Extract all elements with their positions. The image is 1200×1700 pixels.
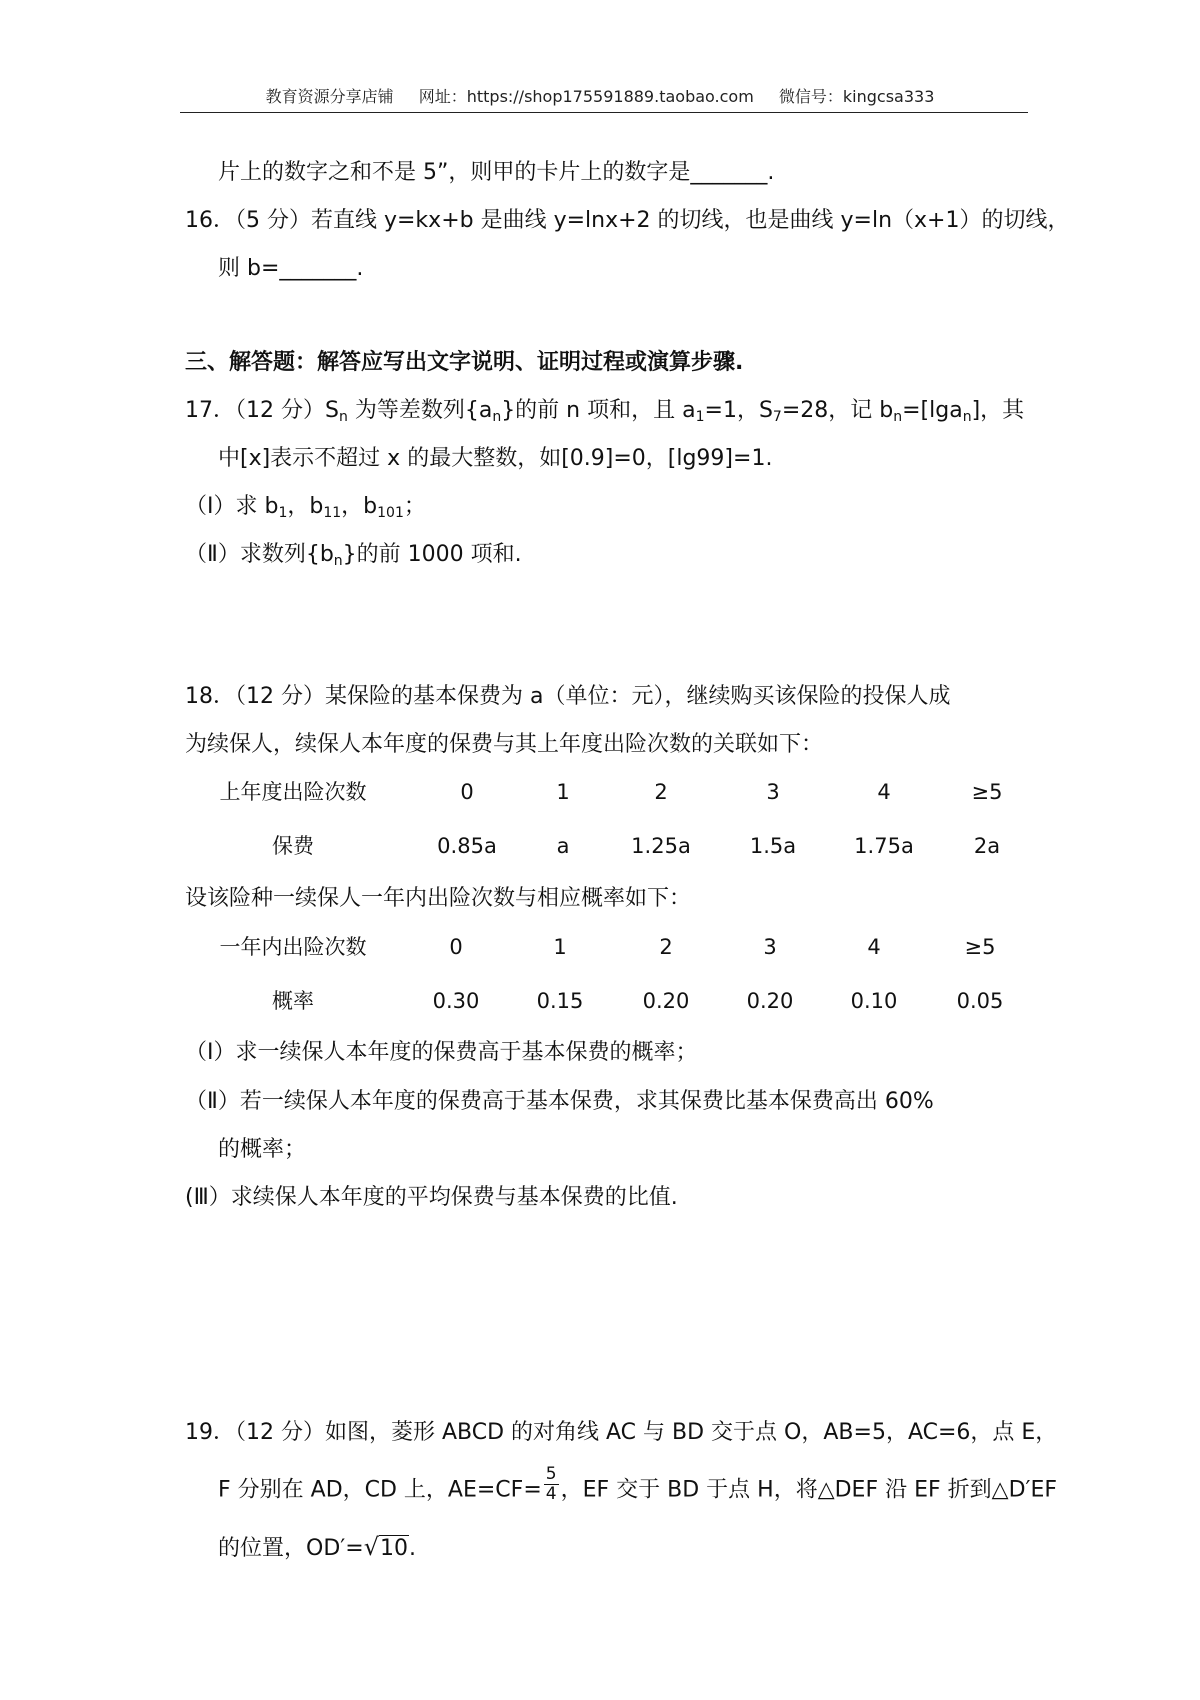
table2-cell: 0 [449, 935, 463, 959]
header-divider [180, 112, 1028, 113]
q16-line1: 16．（5 分）若直线 y=kx+b 是曲线 y=lnx+2 的切线，也是曲线 y=ln（x+1）的切线， [185, 208, 1070, 233]
q19-line3: 的位置，OD′=√10. [218, 1533, 416, 1561]
q17-part2: （Ⅱ）求数列$\{b_n\}$的前 1000 项和. [185, 542, 522, 569]
table1-cell: 2 [654, 780, 668, 804]
table1-cell: 1.75a [854, 834, 914, 858]
table2-cell: 3 [763, 935, 777, 959]
table1-cell: 0.85a [437, 834, 497, 858]
table1-row2-label: 保费 [272, 834, 314, 858]
page-header [0, 84, 1200, 107]
q18-line1: 18．（12 分）某保险的基本保费为 a（单位：元），继续购买该保险的投保人成 [185, 684, 951, 709]
table1-cell: a [556, 834, 570, 858]
q16-line2: 则 b=_______. [218, 256, 364, 281]
q18-part2-line1: （Ⅱ）若一续保人本年度的保费高于基本保费，求其保费比基本保费高出 60% [185, 1089, 934, 1114]
header-url: 网址：https://shop175591889.taobao.com [418, 87, 754, 106]
section-heading: 三、解答题：解答应写出文字说明、证明过程或演算步骤. [185, 350, 744, 375]
q18-part3: (Ⅲ）求续保人本年度的平均保费与基本保费的比值. [185, 1185, 678, 1210]
table1-cell: 1.5a [749, 834, 797, 858]
table2-cell: 4 [867, 935, 881, 959]
table1-cell: 3 [766, 780, 780, 804]
table2-cell: 2 [659, 935, 673, 959]
table2-cell: 0.20 [746, 989, 794, 1013]
q17-line1: 17．（12 分）$S_n$ 为等差数列$\{a_n\}$的前 n 项和，且 $a_1=1$，$S_7=28$，记 $b_n=[\lg a_n]$，其 [185, 398, 1025, 425]
q18-part1: （Ⅰ）求一续保人本年度的保费高于基本保费的概率； [185, 1040, 698, 1065]
table2-row1-label: 一年内出险次数 [219, 935, 367, 959]
table2-cell: 0.05 [956, 989, 1004, 1013]
header-shop-name: 教育资源分享店铺 [265, 87, 394, 106]
q18-line2: 为续保人，续保人本年度的保费与其上年度出险次数的关联如下： [185, 732, 824, 757]
square-root: √10 [363, 1533, 408, 1561]
q17-line2: 中[x]表示不超过 x 的最大整数，如[0.9]=0，[lg99]=1. [218, 446, 773, 471]
table2-cell: ≥5 [964, 935, 996, 959]
table2-cell: 0.15 [536, 989, 584, 1013]
header-wechat: 微信号：kingcsa333 [778, 87, 935, 106]
table1-cell: 1 [556, 780, 570, 804]
q19-line2: F 分别在 AD，CD 上，AE=CF= $\frac{5}{4}$ ，EF 交于 BD 于点 H，将△DEF 沿 EF 折到△D′EF [218, 1464, 1058, 1504]
table1-row1-label: 上年度出险次数 [219, 780, 367, 804]
table1-cell: ≥5 [971, 780, 1003, 804]
table1-cell: 4 [877, 780, 891, 804]
table2-cell: 1 [553, 935, 567, 959]
table1-cell: 1.25a [631, 834, 691, 858]
fraction: $\frac{5}{4}$ [545, 1464, 557, 1504]
table1-cell: 2a [973, 834, 1001, 858]
table2-cell: 0.20 [642, 989, 690, 1013]
table2-cell: 0.10 [850, 989, 898, 1013]
table2-cell: 0.30 [432, 989, 480, 1013]
table1-cell: 0 [460, 780, 474, 804]
q19-line1: 19．（12 分）如图，菱形 ABCD 的对角线 AC 与 BD 交于点 O，AB=5，AC=6，点 E， [185, 1420, 1058, 1445]
q18-line3: 设该险种一续保人一年内出险次数与相应概率如下： [185, 886, 692, 911]
q17-part1: （Ⅰ）求 $b_1$，$b_{11}$，$b_{101}$； [185, 494, 426, 521]
table2-row2-label: 概率 [272, 989, 314, 1013]
q15-continuation: 片上的数字之和不是 5”，则甲的卡片上的数字是_______. [218, 160, 775, 185]
q18-part2-line2: 的概率； [218, 1137, 307, 1162]
